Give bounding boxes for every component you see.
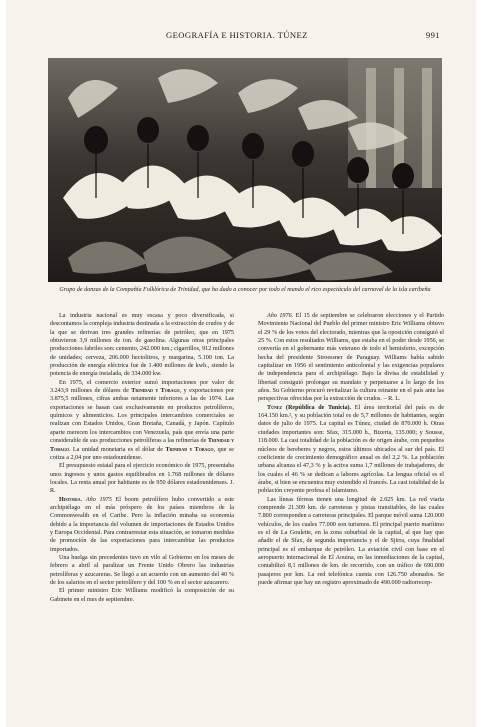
paragraph-tunez: Túnez (República de Tunicia). El área territorial del país es de 164.150 km.², y su población total es de 5,7 millones de habitantes, según datos de julio de 1975. La capital es Túnez, ciudad de 870.000 h. Otras ciudades importantes son: Sfax, 315.000 h., Bizerta, 135.000; y Sousse, 118.000. La casi totalidad de la población es de origen árabe, con pequeños núcleos de bereberes y negros, estos últimos ubicados al sur del país. El coeficiente de crecimiento demográfico anual es del 2,2 %. La población urbana alcanza el 47,3 % y la activa suma 1,7 millones de trabajadores, de los cuales el 46 % se dedican a labores agrícolas. La lengua oficial es el árabe, si bien se encuentra muy extendido el francés. La casi totalidad de la población creyente profesa el islamismo. bbox=[258, 404, 444, 495]
country-name: Trinidad y Tobago bbox=[131, 388, 180, 395]
document-page bbox=[6, 0, 476, 727]
paragraph-strike: Una huelga sin precedentes tuvo en vilo al Gobierno en los meses de febrero a abril al paralizar un Frente Unido Obrero las industrias petrolíferas y azucareras. Se llegó a un acuerdo con un aumento del 40 % de los salarios en el sector petrolífero y del 100 % en el sector azucarero. bbox=[50, 554, 234, 586]
year-heading: Año 1975 bbox=[85, 496, 112, 503]
paragraph-history-1975: Historia. Año 1975 El boom petrolífero hubo convertido a este archipiélago en el más próspero de los países miembros de la Commonwealth en el Caribe. Pero la inflación minaba su economía debido a la importancia del volumen de importaciones de Estados Unidos y Europa Occidental. Para contrarrestar esta situación, se tomaron medidas de promoción de las exportaciones para intercambiar las productos importados. bbox=[50, 496, 234, 553]
paragraph-transport: Las líneas férreas tienen una longitud de 2.025 km. La red viaria comprende 21.309 km. de carreteras y pistas transitables, de las cuales 7.800 corresponden a carreteras principales. El parque móvil suma 120.000 vehículos, de los cuales 77.000 son turismos. El principal puerto marítimo es el de La Goulette, en la zona suburbial de la capital, al que hay que añadir el de Sfax, de segunda importancia y el de Sjirra, cuya finalidad principal es el embarque de petróleo. La aviación civil con base en el aeropuerto internacional de El Aouina, en las inmediaciones de la capital, contabilizó 8,1 millones de km. de recorrido, con un tráfico de 690.000 pasajeros por km. La red telefónica cuenta con 126.750 abonados. Se puede afirmar que hay un registro aproximado de 490.000 radiorrecep- bbox=[258, 496, 444, 586]
entry-heading: Túnez bbox=[267, 404, 283, 411]
paragraph-budget: El presupuesto estatal para el ejercicio económico de 1975, presentaba unos ingresos y unos gastos equilibrados en 1.768 millones de dólares locales. La renta anual por habitante es de 950 dólares estadounidenses. J. R. bbox=[50, 463, 234, 495]
entry-subheading: (República de Tunicia). bbox=[285, 404, 352, 411]
photo-illustration bbox=[48, 58, 442, 282]
paragraph-history-1976: Año 1976. El 15 de septiembre se celebraron elecciones y el Partido Movimiento Nacional del Pueblo del primer ministro Eric Williams obtuvo el 29 % de los votos del electorado, mientras que la oposición consiguió el 25 %. Con estos resultados Williams, que estaba en el poder desde 1956, se convertía en el gobernante más veterano de todo el hemisferio, excepción hecha del presidente Stroessner de Paraguay. Williams había sabido capitalizar en 1956 el sentimiento anticolonial y las exigencias populares de independencia para el archipiélago. Bajo la divisa de estabilidad y libertad consiguió prolongar su mandato y perpetuarse a lo largo de los años. Su Gobierno procuró revitalizar la cultura reinante en el país ante las perspectivas ofrecidas por la extracción de crudos. – R. L. bbox=[258, 313, 444, 403]
country-name: Trinidad y Tobago bbox=[50, 438, 235, 453]
paragraph-trade: En 1975, el comercio exterior sumó importaciones por valor de 3.243,9 millones de dólares de Trinidad y Tobago, y exportaciones por 3.875,5 millones, cifras ambas netamente inferiores a las de 1974. Las exportaciones se basan casi exclusivamente en productos petrolíferos, químicos y alimenticios. Los principales intercambios comerciales se realizan con Estados Unidos, Gran Bretaña, Canadá, y Japón. Capítulo aparte merecen los intercambios con Venezuela, país que envía una parte considerable de sus producciones petrolíferas a las refinerías de Trinidad y Tobago. La unidad monetaria es el dólar de Trinidad y Tobago, que se cotiza a 2,04 por uno estadounidense. bbox=[50, 379, 235, 461]
paragraph-cabinet: El primer ministro Eric Williams modificó la composición de su Gabinete en el mes de septiembre. bbox=[50, 588, 234, 603]
dance-group-photo bbox=[48, 58, 442, 282]
section-heading: Historia bbox=[59, 496, 81, 503]
running-title: GEOGRAFÍA E HISTORIA. TÚNEZ bbox=[166, 30, 308, 40]
right-column bbox=[258, 312, 444, 587]
paragraph-industry: La industria nacional es muy escasa y poco diversificada, si descontamos la compleja industria destinada a la extracción de crudos y de la que se derivan tres grandes refinerías de petróleo, que en 1975 obtuvieron 3,9 millones de ton. de gasolina. Algunas otras principales producciones fabriles son: cemento, 242.000 ton.; cigarrillos, 912 millones de unidades; cerveza, 206.000 hectolitros, y margarina, 5.100 ton. La producción de energía eléctrica fue de 1.400 millones de kwh., siendo la potencia de energía instalada, de 334.000 kw. bbox=[50, 313, 234, 378]
left-column bbox=[50, 312, 234, 604]
page-number: 991 bbox=[425, 30, 440, 40]
page-header bbox=[166, 30, 440, 44]
photo-caption: Grupo de danzas de la Compañía Folklórica de Trinidad, que ha dado a conocer por todo el mundo el rico espectáculo del carnaval de la isla caribeña bbox=[59, 287, 431, 293]
year-heading: Año 1976. bbox=[267, 313, 294, 319]
country-name: Trinidad y Tobago bbox=[165, 446, 214, 453]
